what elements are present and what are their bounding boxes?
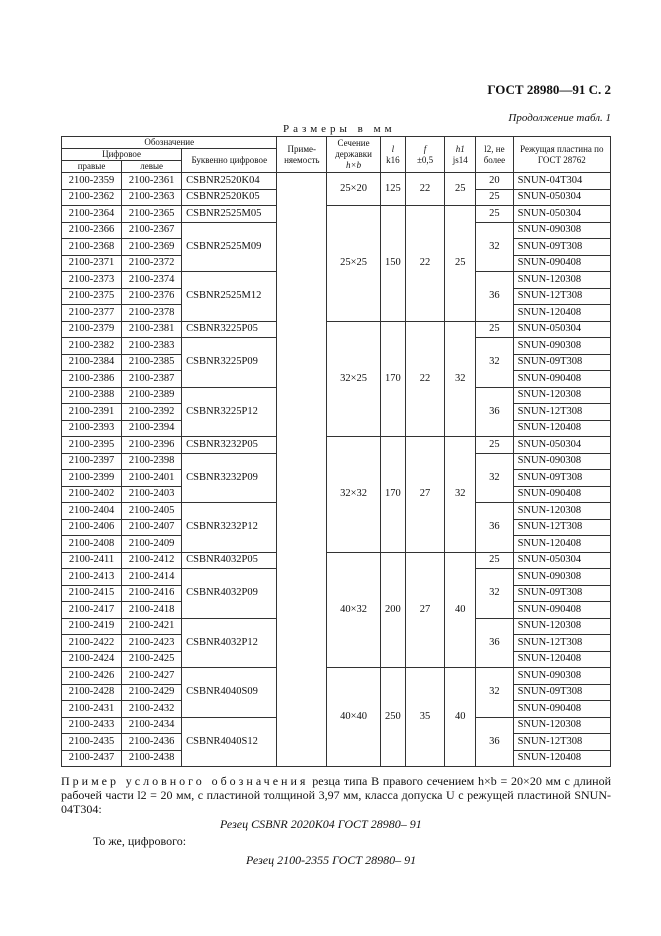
code-right: 2100-2386 — [62, 371, 122, 388]
code-right: 2100-2391 — [62, 404, 122, 421]
length-l2: 25 — [476, 206, 513, 223]
code-right: 2100-2366 — [62, 222, 122, 239]
code-right: 2100-2371 — [62, 255, 122, 272]
length-l2: 32 — [476, 222, 513, 272]
dimension-f: 27 — [405, 552, 444, 668]
insert-name: SNUN-09T308 — [513, 684, 610, 701]
height-h1: 32 — [445, 321, 476, 437]
insert-name: SNUN-120308 — [513, 618, 610, 635]
example-paragraph — [61, 774, 611, 816]
code-letter: CSBNR3232P12 — [182, 503, 277, 553]
code-right: 2100-2368 — [62, 239, 122, 256]
code-right: 2100-2379 — [62, 321, 122, 338]
header-left: левые — [122, 161, 182, 173]
insert-name: SNUN-090408 — [513, 701, 610, 718]
example-same-digital: То же, цифрового: — [93, 834, 187, 848]
code-letter: CSBNR2520K05 — [182, 189, 277, 206]
length-l: 150 — [381, 206, 406, 322]
code-letter: CSBNR4040S09 — [182, 668, 277, 718]
table-row — [62, 173, 611, 190]
insert-name: SNUN-09T308 — [513, 470, 610, 487]
header-f — [405, 137, 444, 173]
section-hb: 32×25 — [327, 321, 381, 437]
insert-name: SNUN-120408 — [513, 651, 610, 668]
code-left: 2100-2398 — [122, 453, 182, 470]
code-left: 2100-2387 — [122, 371, 182, 388]
section-hb: 40×40 — [327, 668, 381, 767]
insert-name: SNUN-050304 — [513, 206, 610, 223]
code-letter: CSBNR4032P09 — [182, 569, 277, 619]
header-l-tolerance: k16 — [386, 154, 400, 165]
code-left: 2100-2405 — [122, 503, 182, 520]
code-left: 2100-2438 — [122, 750, 182, 767]
header-section-label: Сечение державки — [335, 138, 372, 159]
length-l2: 36 — [476, 618, 513, 668]
code-left: 2100-2425 — [122, 651, 182, 668]
code-right: 2100-2402 — [62, 486, 122, 503]
insert-name: SNUN-120308 — [513, 717, 610, 734]
applicability-cell — [277, 173, 327, 767]
insert-name: SNUN-09T308 — [513, 239, 610, 256]
insert-name: SNUN-120308 — [513, 272, 610, 289]
code-letter: CSBNR4040S12 — [182, 717, 277, 767]
length-l2: 36 — [476, 387, 513, 437]
code-right: 2100-2433 — [62, 717, 122, 734]
insert-name: SNUN-120308 — [513, 387, 610, 404]
header-h1-symbol: h1 — [455, 143, 465, 154]
section-hb: 25×25 — [327, 206, 381, 322]
code-right: 2100-2406 — [62, 519, 122, 536]
height-h1: 32 — [445, 437, 476, 553]
insert-name: SNUN-090308 — [513, 222, 610, 239]
insert-name: SNUN-120308 — [513, 503, 610, 520]
length-l2: 25 — [476, 552, 513, 569]
table-row — [62, 206, 611, 223]
insert-name: SNUN-09T308 — [513, 585, 610, 602]
insert-name: SNUN-12T308 — [513, 288, 610, 305]
code-left: 2100-2418 — [122, 602, 182, 619]
section-hb: 25×20 — [327, 173, 381, 206]
code-right: 2100-2377 — [62, 305, 122, 322]
code-right: 2100-2388 — [62, 387, 122, 404]
code-letter: CSBNR3232P05 — [182, 437, 277, 454]
insert-name: SNUN-120408 — [513, 750, 610, 767]
code-left: 2100-2369 — [122, 239, 182, 256]
code-right: 2100-2431 — [62, 701, 122, 718]
code-left: 2100-2361 — [122, 173, 182, 190]
length-l2: 25 — [476, 321, 513, 338]
insert-name: SNUN-09T308 — [513, 354, 610, 371]
code-right: 2100-2375 — [62, 288, 122, 305]
insert-name: SNUN-090408 — [513, 602, 610, 619]
code-letter: CSBNR2520K04 — [182, 173, 277, 190]
dimension-f: 27 — [405, 437, 444, 553]
code-right: 2100-2397 — [62, 453, 122, 470]
length-l2: 20 — [476, 173, 513, 190]
code-left: 2100-2367 — [122, 222, 182, 239]
dimension-f: 22 — [405, 321, 444, 437]
table-row — [62, 552, 611, 569]
code-left: 2100-2378 — [122, 305, 182, 322]
insert-name: SNUN-12T308 — [513, 635, 610, 652]
code-letter: CSBNR4032P05 — [182, 552, 277, 569]
code-left: 2100-2427 — [122, 668, 182, 685]
code-right: 2100-2359 — [62, 173, 122, 190]
code-right: 2100-2404 — [62, 503, 122, 520]
insert-name: SNUN-12T308 — [513, 734, 610, 751]
code-letter: CSBNR2525M05 — [182, 206, 277, 223]
insert-name: SNUN-050304 — [513, 321, 610, 338]
header-digital: Цифровое — [62, 149, 182, 161]
code-letter: CSBNR2525M12 — [182, 272, 277, 322]
code-left: 2100-2409 — [122, 536, 182, 553]
insert-name: SNUN-090408 — [513, 486, 610, 503]
code-left: 2100-2436 — [122, 734, 182, 751]
code-right: 2100-2435 — [62, 734, 122, 751]
insert-name: SNUN-090308 — [513, 453, 610, 470]
code-left: 2100-2434 — [122, 717, 182, 734]
insert-name: SNUN-090308 — [513, 668, 610, 685]
code-left: 2100-2401 — [122, 470, 182, 487]
code-left: 2100-2396 — [122, 437, 182, 454]
code-letter: CSBNR3225P09 — [182, 338, 277, 388]
header-applicability: Приме-няемость — [277, 137, 327, 173]
code-right: 2100-2422 — [62, 635, 122, 652]
code-right: 2100-2428 — [62, 684, 122, 701]
code-right: 2100-2426 — [62, 668, 122, 685]
header-f-tolerance: ±0,5 — [416, 154, 434, 165]
code-left: 2100-2429 — [122, 684, 182, 701]
header-right: правые — [62, 161, 122, 173]
insert-name: SNUN-120408 — [513, 420, 610, 437]
code-right: 2100-2408 — [62, 536, 122, 553]
code-left: 2100-2412 — [122, 552, 182, 569]
code-right: 2100-2417 — [62, 602, 122, 619]
length-l2: 32 — [476, 338, 513, 388]
code-left: 2100-2403 — [122, 486, 182, 503]
code-letter: CSBNR4032P12 — [182, 618, 277, 668]
code-right: 2100-2373 — [62, 272, 122, 289]
example-lead: Пример условного обозначения — [61, 774, 309, 788]
section-hb: 40×32 — [327, 552, 381, 668]
code-left: 2100-2389 — [122, 387, 182, 404]
code-right: 2100-2364 — [62, 206, 122, 223]
code-left: 2100-2372 — [122, 255, 182, 272]
code-right: 2100-2411 — [62, 552, 122, 569]
table-continuation-label: Продолжение табл. 1 — [508, 112, 611, 124]
code-letter: CSBNR3225P05 — [182, 321, 277, 338]
length-l: 125 — [381, 173, 406, 206]
code-right: 2100-2382 — [62, 338, 122, 355]
insert-name: SNUN-090308 — [513, 338, 610, 355]
sizes-caption: Размеры в мм — [283, 123, 396, 135]
length-l2: 32 — [476, 569, 513, 619]
code-letter: CSBNR2525M09 — [182, 222, 277, 272]
length-l2: 36 — [476, 503, 513, 553]
insert-name: SNUN-120408 — [513, 305, 610, 322]
length-l: 250 — [381, 668, 406, 767]
header-h1-tolerance: js14 — [452, 154, 468, 165]
dimensions-table — [61, 136, 611, 767]
insert-name: SNUN-050304 — [513, 189, 610, 206]
code-left: 2100-2414 — [122, 569, 182, 586]
code-left: 2100-2432 — [122, 701, 182, 718]
header-f-symbol: f — [423, 143, 427, 154]
code-left: 2100-2383 — [122, 338, 182, 355]
code-left: 2100-2374 — [122, 272, 182, 289]
length-l2: 36 — [476, 717, 513, 767]
example-text: резца типа B правого сечением h×b = 20×20 мм с длиной рабочей части l2 = 20 мм, с пластиной толщиной 3,97 мм, класса допуска U с режущей пластиной SNUN-04T304: — [61, 774, 612, 816]
insert-name: SNUN-090408 — [513, 255, 610, 272]
code-left: 2100-2376 — [122, 288, 182, 305]
length-l: 170 — [381, 321, 406, 437]
insert-name: SNUN-04T304 — [513, 173, 610, 190]
code-right: 2100-2362 — [62, 189, 122, 206]
code-left: 2100-2385 — [122, 354, 182, 371]
table-body — [62, 173, 611, 767]
height-h1: 25 — [445, 206, 476, 322]
code-left: 2100-2381 — [122, 321, 182, 338]
header-letter-digital: Буквенно цифровое — [182, 149, 277, 173]
code-left: 2100-2423 — [122, 635, 182, 652]
code-right: 2100-2395 — [62, 437, 122, 454]
insert-name: SNUN-120408 — [513, 536, 610, 553]
header-h1 — [445, 137, 476, 173]
code-right: 2100-2424 — [62, 651, 122, 668]
code-left: 2100-2421 — [122, 618, 182, 635]
code-left: 2100-2392 — [122, 404, 182, 421]
code-left: 2100-2365 — [122, 206, 182, 223]
table-row — [62, 437, 611, 454]
code-left: 2100-2407 — [122, 519, 182, 536]
code-right: 2100-2399 — [62, 470, 122, 487]
length-l2: 32 — [476, 668, 513, 718]
table-row — [62, 321, 611, 338]
dimension-f: 22 — [405, 173, 444, 206]
dimension-f: 35 — [405, 668, 444, 767]
length-l2: 36 — [476, 272, 513, 322]
code-left: 2100-2394 — [122, 420, 182, 437]
code-right: 2100-2419 — [62, 618, 122, 635]
code-right: 2100-2384 — [62, 354, 122, 371]
example-designation-letter: Резец CSBNR 2020К04 ГОСТ 28980– 91 — [220, 817, 422, 831]
insert-name: SNUN-12T308 — [513, 404, 610, 421]
header-insert: Режущая пластина по ГОСТ 28762 — [513, 137, 610, 173]
height-h1: 40 — [445, 552, 476, 668]
length-l: 170 — [381, 437, 406, 553]
code-letter: CSBNR3225P12 — [182, 387, 277, 437]
insert-name: SNUN-090308 — [513, 569, 610, 586]
code-left: 2100-2363 — [122, 189, 182, 206]
section-hb: 32×32 — [327, 437, 381, 553]
header-designation: Обозначение — [62, 137, 277, 149]
length-l: 200 — [381, 552, 406, 668]
code-right: 2100-2413 — [62, 569, 122, 586]
header-l — [381, 137, 406, 173]
code-right: 2100-2437 — [62, 750, 122, 767]
code-letter: CSBNR3232P09 — [182, 453, 277, 503]
height-h1: 40 — [445, 668, 476, 767]
table-row — [62, 668, 611, 685]
code-right: 2100-2393 — [62, 420, 122, 437]
height-h1: 25 — [445, 173, 476, 206]
dimension-f: 22 — [405, 206, 444, 322]
header-section — [327, 137, 381, 173]
header-l2: l2, не более — [476, 137, 513, 173]
length-l2: 32 — [476, 453, 513, 503]
code-right: 2100-2415 — [62, 585, 122, 602]
length-l2: 25 — [476, 437, 513, 454]
header-l-symbol: l — [391, 143, 395, 154]
header-section-hb: h×b — [346, 160, 362, 170]
insert-name: SNUN-12T308 — [513, 519, 610, 536]
insert-name: SNUN-050304 — [513, 437, 610, 454]
page-header: ГОСТ 28980—91 С. 2 — [487, 82, 611, 97]
length-l2: 25 — [476, 189, 513, 206]
example-designation-digital: Резец 2100-2355 ГОСТ 28980– 91 — [246, 853, 417, 867]
code-left: 2100-2416 — [122, 585, 182, 602]
insert-name: SNUN-050304 — [513, 552, 610, 569]
insert-name: SNUN-090408 — [513, 371, 610, 388]
